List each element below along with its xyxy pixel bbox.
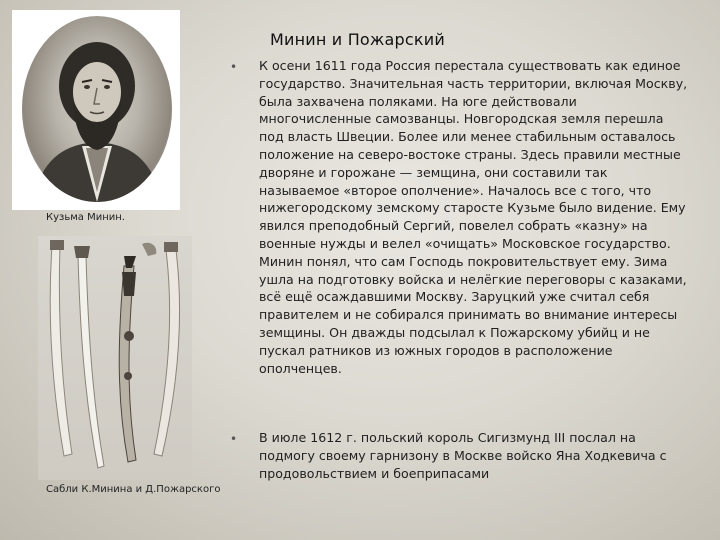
slide-title: Минин и Пожарский [270, 30, 445, 49]
bullet-marker: • [230, 432, 238, 446]
portrait-caption: Кузьма Минин. [46, 212, 125, 223]
bullet-paragraph: К осени 1611 года Россия перестала существовать как единое государство. Значительная часть территории, включая Москву, была захвачена поляками. На юге действовали многочисленные самозванцы. Новгородская земля перешла под власть Швеции. Более или менее стабильным оставалось положение на северо-востоке страны. Здесь правили местные дворяне и горожане — земщина, они составили так называемое «второе ополчение». Началось все с того, что нижегородскому земскому старосте Кузьме было видение. Ему явился преподобный Сергий, повелел собрать «казну» на военные нужды и велел «очищать» Московское государство. Минин понял, что сам Господь покровительствует ему. Зима ушла на подготовку войска и нелёгкие переговоры с казаками, всё ещё осаждавшими Москву. Заруцкий уже считал себя правителем и не собирался принимать во внимание интересы земщины. Он дважды подсылал к Пожарскому убийц и не пускал ратников из южных городов в расположение ополченцев. [259, 58, 688, 376]
portrait-figure [22, 16, 172, 202]
bullet-marker: • [230, 60, 238, 74]
bullet-paragraph: В июле 1612 г. польский король Сигизмунд III послал на подмогу своему гарнизону в Москве войско Яна Ходкевича с продовольствием и боеприпасами [259, 430, 667, 481]
sabers-illustration [38, 236, 192, 480]
sabers-caption: Сабли К.Минина и Д.Пожарского [46, 484, 221, 495]
portrait-image [12, 10, 180, 210]
portrait-oval [22, 16, 172, 202]
sabers-image [38, 236, 192, 480]
